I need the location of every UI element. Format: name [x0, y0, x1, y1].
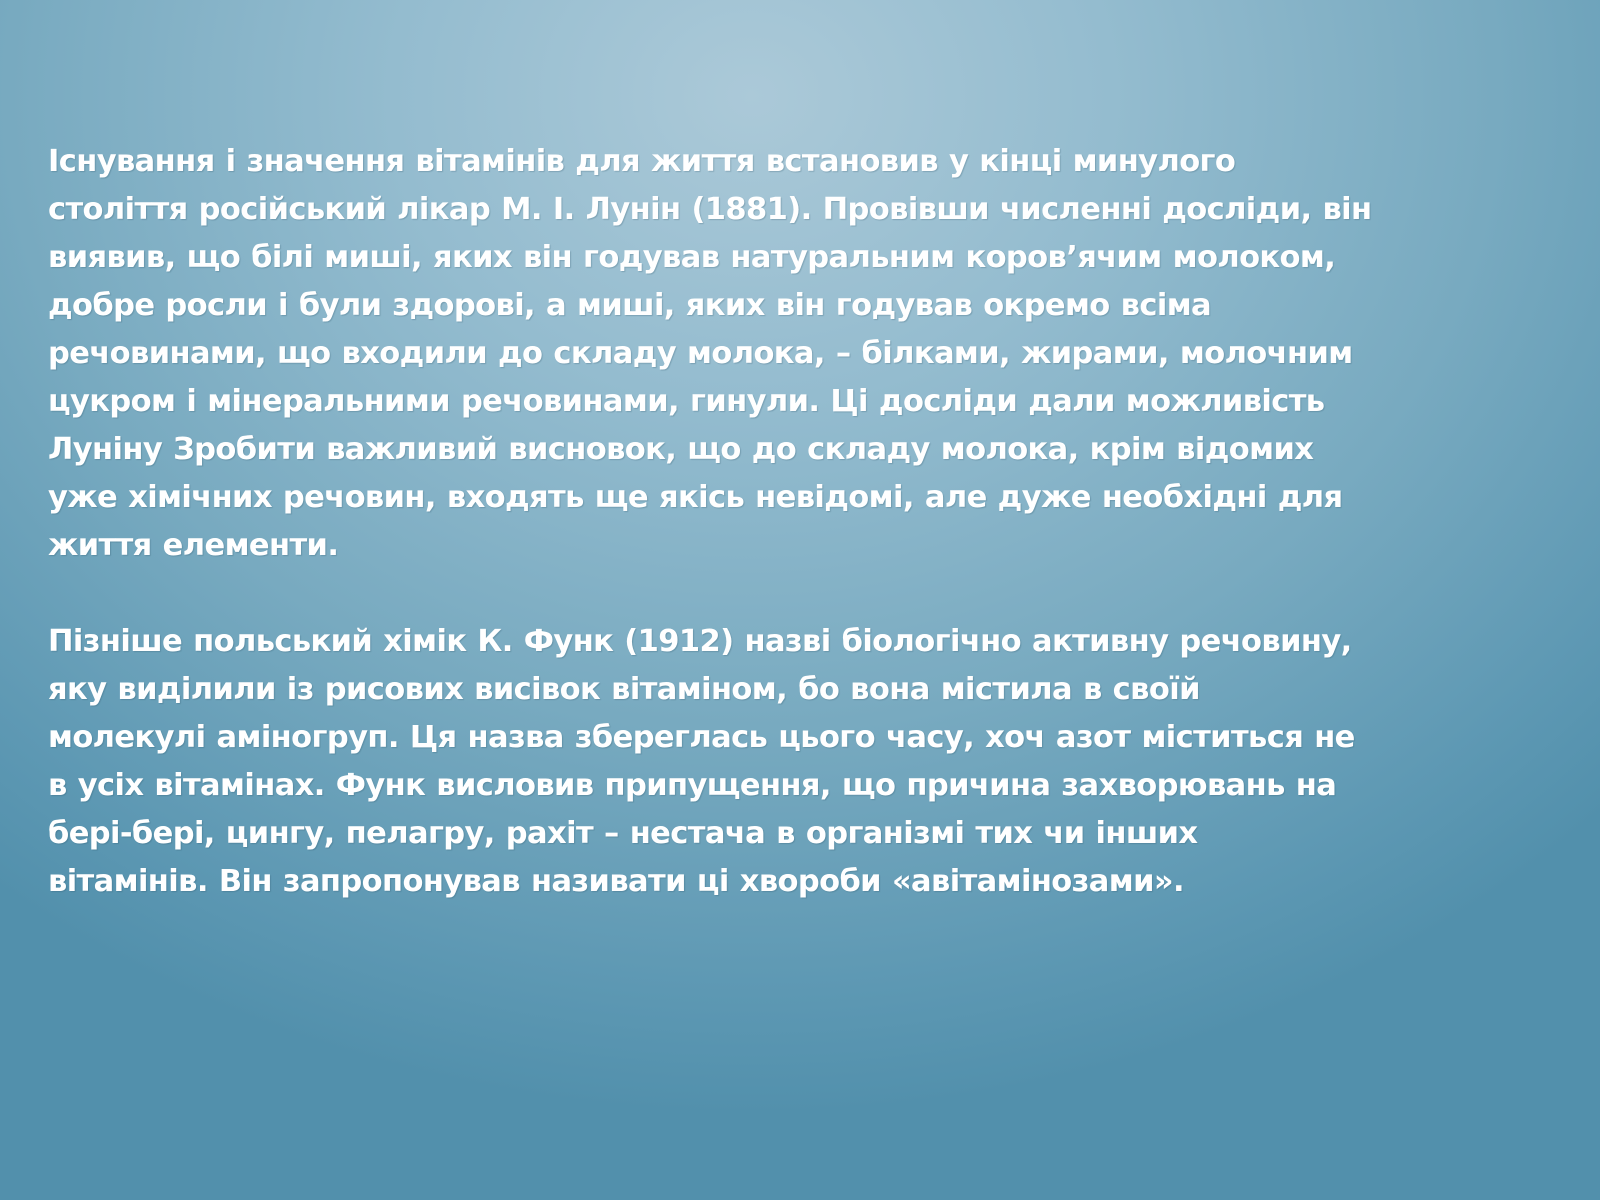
text-line: виявив, що білі миші, яких він годував натуральним коров’ячим молоком,: [48, 240, 1336, 275]
text-line: Пізніше польський хімік К. Функ (1912) назві біологічно активну речовину,: [48, 624, 1352, 659]
text-line: молекулі аміногруп. Ця назва збереглась цього часу, хоч азот міститься не: [48, 720, 1355, 755]
text-line: уже хімічних речовин, входять ще якісь невідомі, але дуже необхідні для: [48, 480, 1343, 515]
text-line: цукром і мінеральними речовинами, гинули. Ці досліди дали можливість: [48, 384, 1325, 419]
text-line: століття російський лікар М. І. Лунін (1881). Провівши численні досліди, він: [48, 192, 1372, 227]
slide-body-text: [48, 138, 1568, 906]
text-line: вітамінів. Він запропонував називати ці хвороби «авітамінозами».: [48, 864, 1184, 899]
text-line: Луніну Зробити важливий висновок, що до складу молока, крім відомих: [48, 432, 1314, 467]
text-line: речовинами, що входили до складу молока, – білками, жирами, молочним: [48, 336, 1353, 371]
text-line: бері-бері, цингу, пелагру, рахіт – нестача в організмі тих чи інших: [48, 816, 1198, 851]
text-line: добре росли і були здорові, а миші, яких він годував окремо всіма: [48, 288, 1212, 323]
text-line: в усіх вітамінах. Функ висловив припущення, що причина захворювань на: [48, 768, 1337, 803]
paragraph-vitamin-discovery: [48, 138, 1568, 570]
paragraph-spacer: [48, 570, 1568, 618]
text-line: яку виділили із рисових висівок вітаміном, бо вона містила в своїй: [48, 672, 1200, 707]
text-line: Існування і значення вітамінів для життя встановив у кінці минулого: [48, 144, 1236, 179]
paragraph-funk-avitaminosis: [48, 618, 1568, 906]
text-line: життя елементи.: [48, 528, 339, 563]
